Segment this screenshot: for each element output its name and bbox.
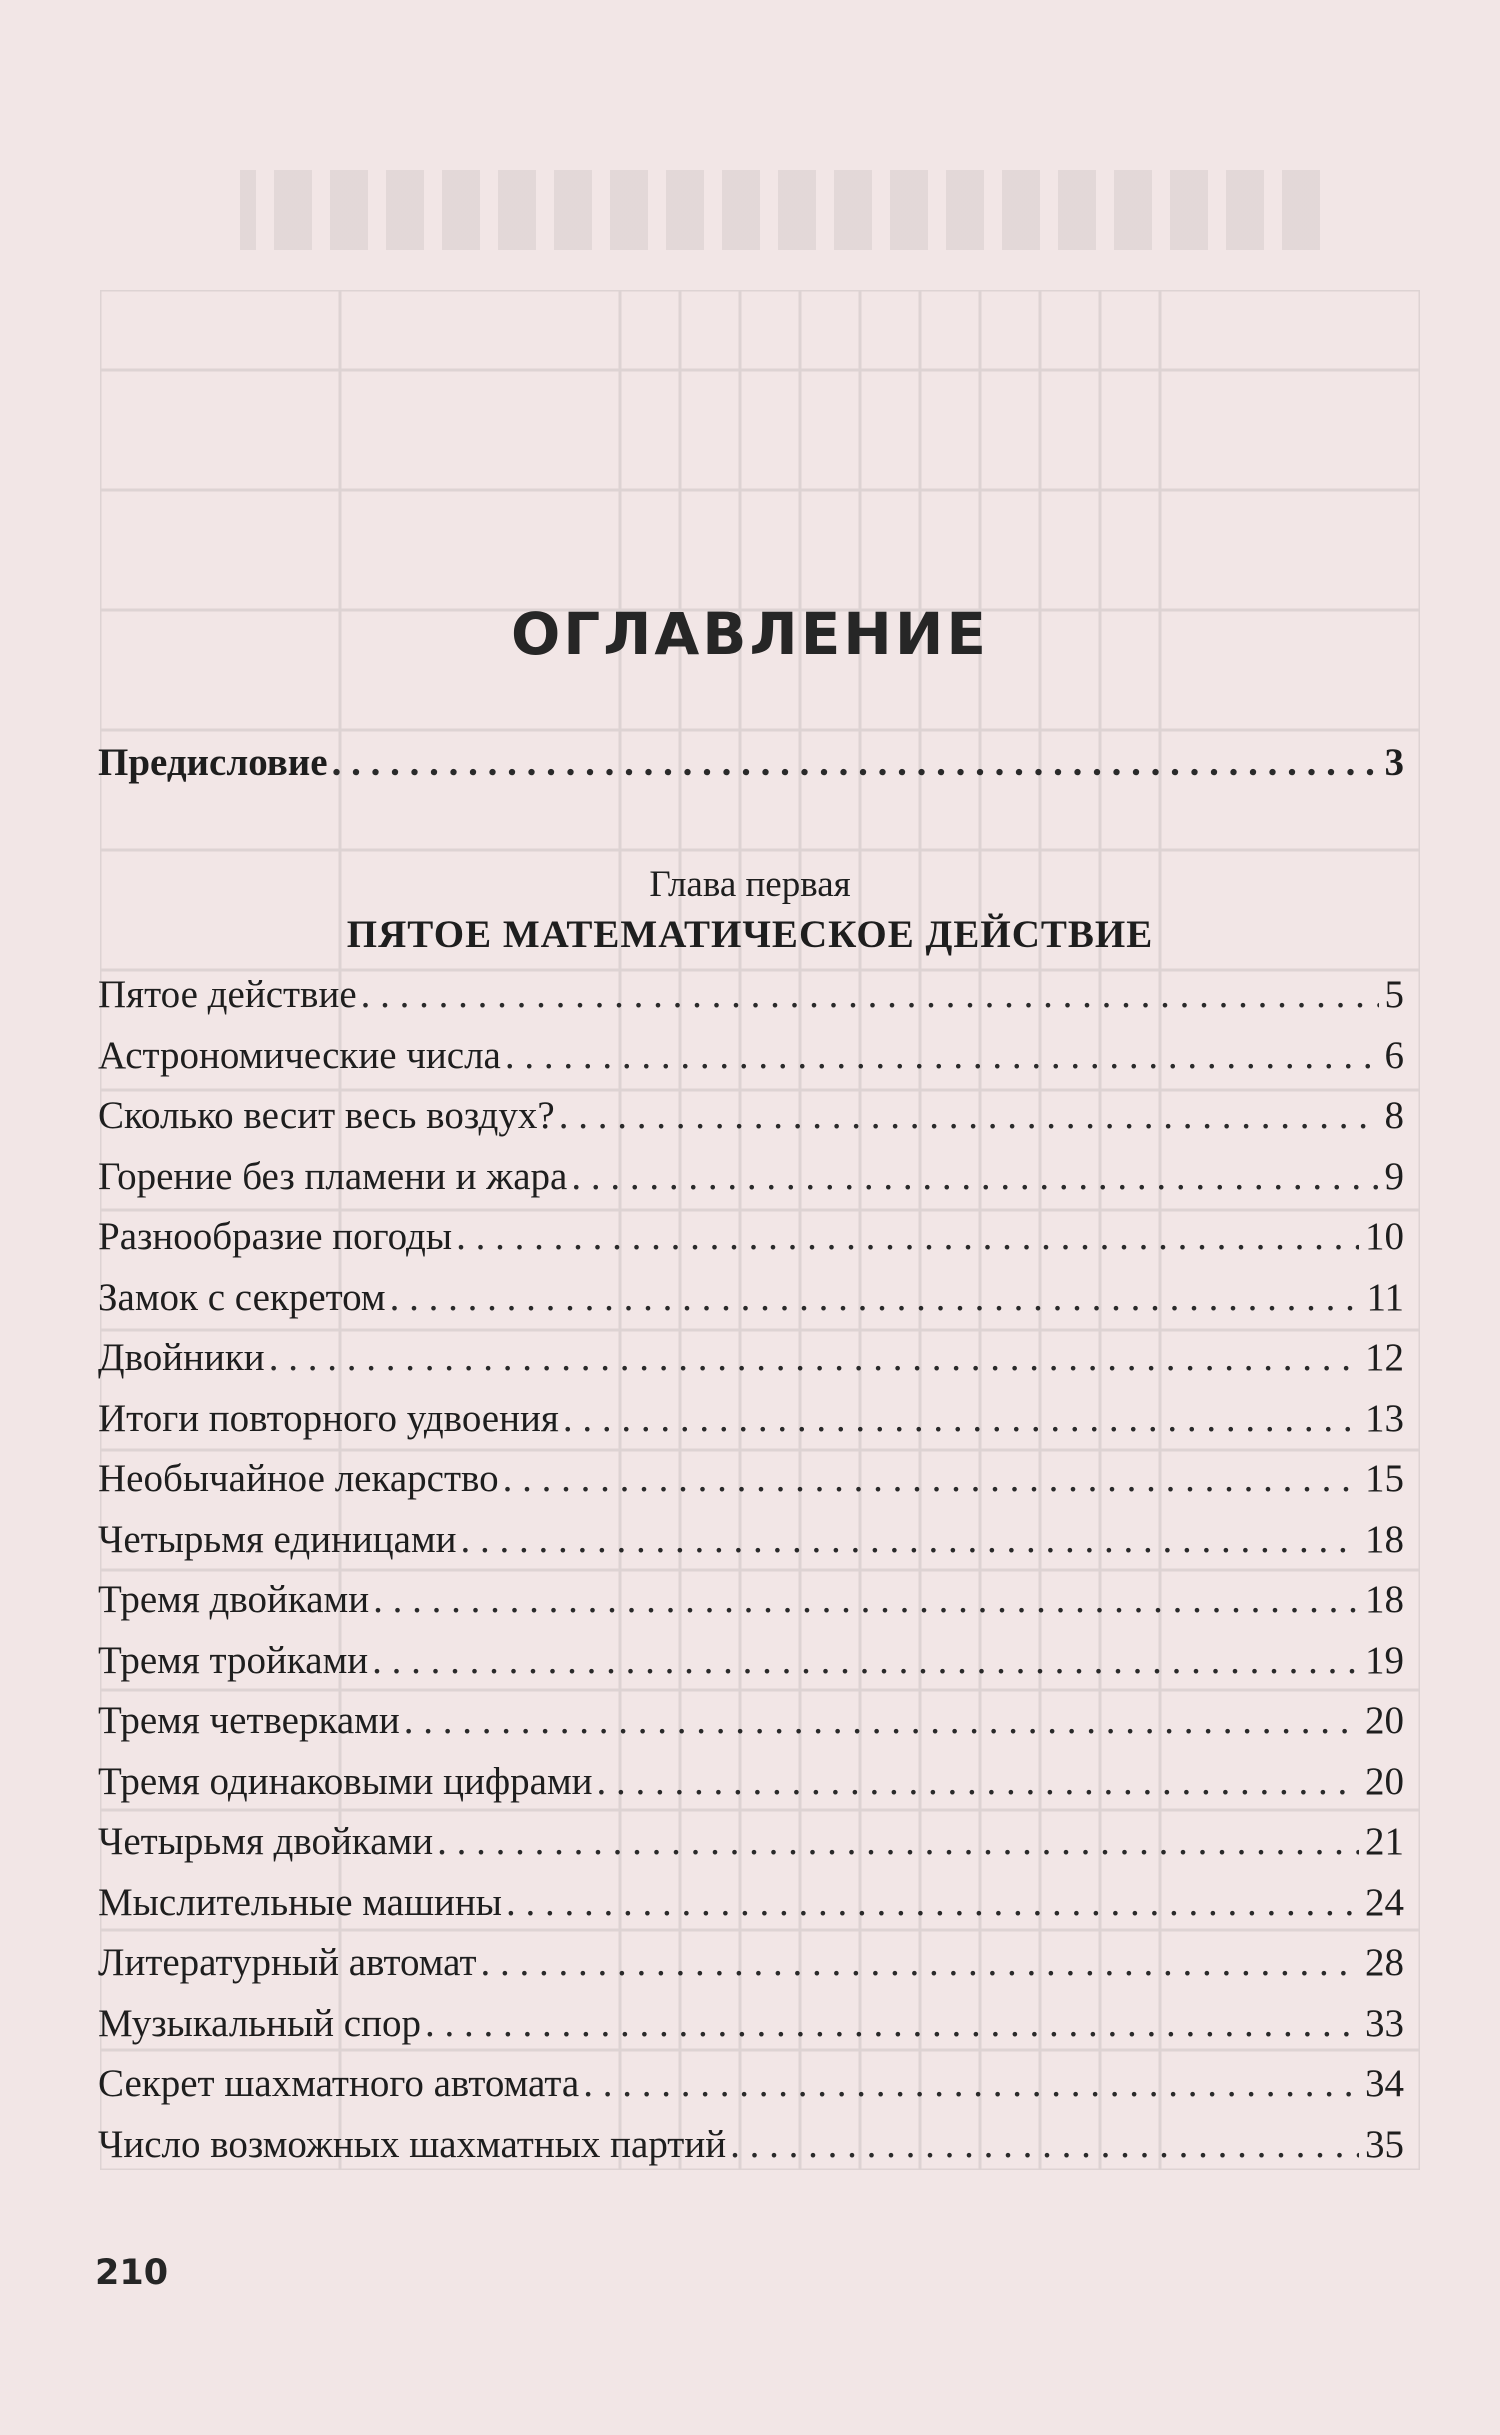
toc-entry-label: Четырьмя двойками (98, 1820, 434, 1863)
toc-entry-page: 19 (1365, 1638, 1404, 1682)
toc-entry-label: Разнообразие погоды (98, 1215, 453, 1258)
toc-entry[interactable] (98, 1577, 1404, 1629)
toc-entry-label: Четырьмя единицами (98, 1517, 457, 1561)
toc-entry[interactable] (98, 1033, 1404, 1085)
page-title: ОГЛАВЛЕНИЕ (510, 600, 990, 668)
toc-entry[interactable] (98, 1759, 1404, 1811)
toc-entry-preface[interactable] (98, 740, 1404, 792)
toc-entry-page: 33 (1365, 2001, 1404, 2045)
toc-leader-dots (361, 972, 1379, 1017)
toc-entry[interactable] (98, 1275, 1404, 1327)
toc-entry-label: Тремя тройками (98, 1638, 369, 1682)
toc-entry-page: 9 (1384, 1154, 1404, 1198)
toc-entry-label: Число возможных шахматных партий (98, 2122, 727, 2166)
toc-entry[interactable] (98, 1880, 1404, 1932)
toc-entry-label: Сколько весит весь воздух? (98, 1094, 555, 1137)
toc-entry-label: Двойники (98, 1336, 265, 1379)
toc-entry-page: 8 (1384, 1094, 1404, 1137)
toc-entry-label: Горение без пламени и жара (98, 1154, 568, 1198)
toc-leader-dots (269, 1335, 1359, 1380)
toc-leader-dots (559, 1093, 1379, 1138)
toc-entry-label: Необычайное лекарство (98, 1457, 499, 1500)
toc-entry-page: 34 (1365, 2062, 1404, 2105)
toc-leader-dots (571, 1154, 1378, 1199)
toc-entry-page: 10 (1365, 1215, 1404, 1258)
toc-leader-dots (373, 1577, 1359, 1622)
toc-leader-dots (372, 1638, 1359, 1683)
toc-entry-label: Итоги повторного удвоения (98, 1396, 559, 1440)
toc-entry-page: 11 (1366, 1275, 1404, 1319)
toc-entry[interactable] (98, 2001, 1404, 2053)
toc-entry[interactable] (98, 1940, 1404, 1992)
toc-entry[interactable] (98, 1214, 1404, 1266)
toc-entry[interactable] (98, 1456, 1404, 1508)
toc-entry-label: Музыкальный спор (98, 2001, 421, 2045)
toc-entry-label: Мыслительные машины (98, 1880, 502, 1924)
toc-entry[interactable] (98, 1698, 1404, 1750)
toc-entry-page: 21 (1365, 1820, 1404, 1863)
toc-leader-dots (404, 1698, 1359, 1743)
toc-entry-page: 13 (1365, 1396, 1404, 1440)
toc-entry[interactable] (98, 1638, 1404, 1690)
toc-entry-page: 12 (1365, 1336, 1404, 1379)
toc-entry[interactable] (98, 1517, 1404, 1569)
toc-entry-page: 28 (1365, 1941, 1404, 1984)
toc-leader-dots (481, 1940, 1360, 1985)
toc-entry[interactable] (98, 2061, 1404, 2113)
bleed-through-heading (240, 170, 1320, 250)
toc-entry[interactable] (98, 1396, 1404, 1448)
toc-entry[interactable] (98, 1819, 1404, 1871)
toc-entry-label: Тремя одинаковыми цифрами (98, 1759, 593, 1803)
toc-leader-dots (390, 1275, 1361, 1320)
toc-leader-dots (506, 1880, 1359, 1925)
toc-leader-dots (503, 1456, 1359, 1501)
toc-entry-label: Астрономические числа (98, 1033, 501, 1077)
toc-entry-page: 35 (1365, 2122, 1404, 2166)
toc-leader-dots (456, 1214, 1359, 1259)
toc-leader-dots (332, 740, 1379, 785)
toc-leader-dots (597, 1759, 1359, 1804)
toc-entry[interactable] (98, 1154, 1404, 1206)
toc-entry-label: Предисловие (98, 741, 328, 784)
toc-leader-dots (425, 2001, 1359, 2046)
toc-entry-page: 6 (1384, 1033, 1404, 1077)
toc-entry-label: Литературный автомат (98, 1941, 477, 1984)
toc-entry-page: 20 (1365, 1699, 1404, 1742)
toc-entry-label: Пятое действие (98, 973, 357, 1016)
toc-entry-label: Замок с секретом (98, 1275, 386, 1319)
toc-leader-dots (583, 2061, 1359, 2106)
toc-entry[interactable] (98, 972, 1404, 1024)
toc-entry[interactable] (98, 1335, 1404, 1387)
toc-entry[interactable] (98, 2122, 1404, 2174)
toc-leader-dots (461, 1517, 1359, 1562)
toc-leader-dots (730, 2122, 1359, 2167)
toc-entry-page: 18 (1365, 1578, 1404, 1621)
chapter-title: ПЯТОЕ МАТЕМАТИЧЕСКОЕ ДЕЙСТВИЕ (346, 913, 1154, 956)
toc-entry[interactable] (98, 1093, 1404, 1145)
toc-entry-page: 3 (1384, 741, 1404, 784)
toc-entry-page: 15 (1365, 1457, 1404, 1500)
toc-entry-page: 18 (1365, 1517, 1404, 1561)
chapter-label: Глава первая (649, 864, 851, 905)
toc-entry-page: 5 (1384, 973, 1404, 1016)
page-number: 210 (95, 2253, 169, 2293)
toc-entry-label: Тремя двойками (98, 1578, 370, 1621)
toc-entry-label: Тремя четверками (98, 1699, 400, 1742)
toc-leader-dots (563, 1396, 1359, 1441)
toc-entry-page: 24 (1365, 1880, 1404, 1924)
toc-leader-dots (505, 1033, 1379, 1078)
toc-entry-label: Секрет шахматного автомата (98, 2062, 580, 2105)
toc-leader-dots (437, 1819, 1359, 1864)
toc-entry-page: 20 (1365, 1759, 1404, 1803)
